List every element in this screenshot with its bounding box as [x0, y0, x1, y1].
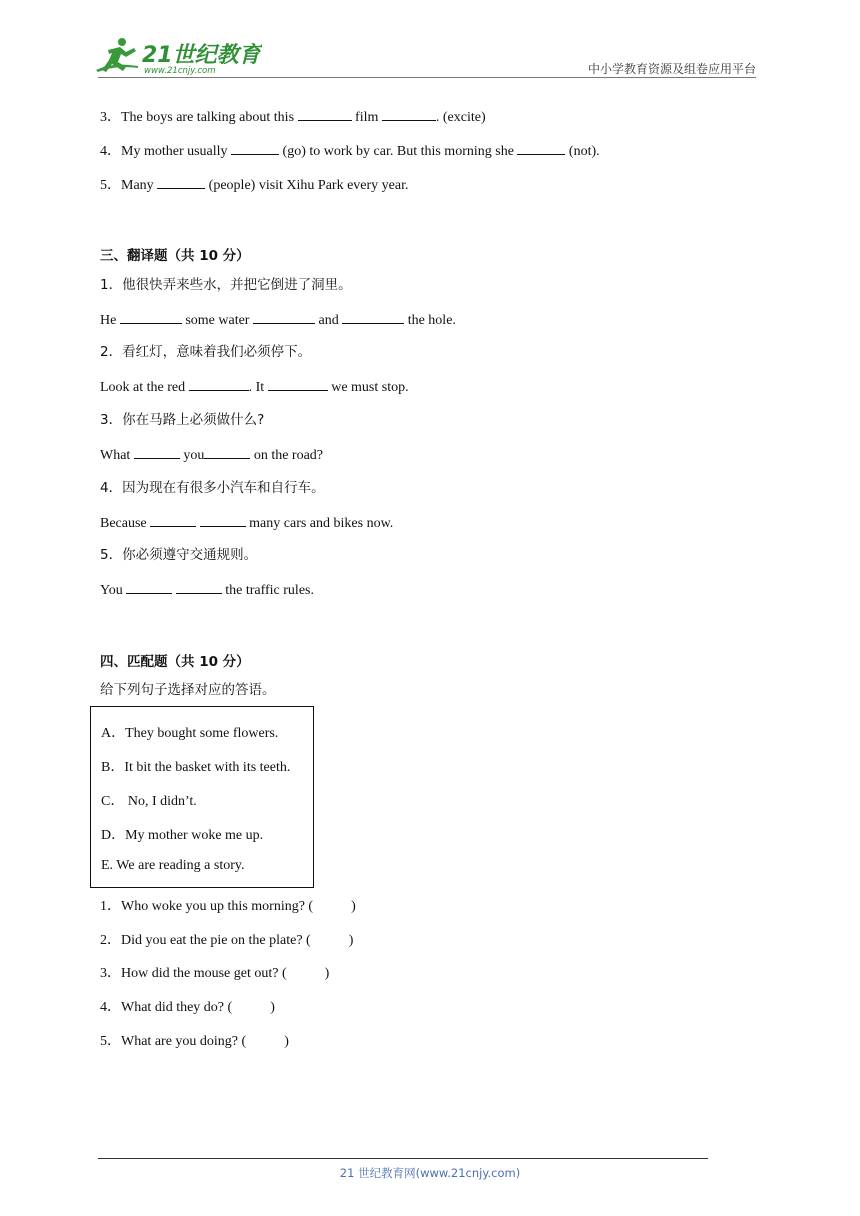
logo-text: 21世纪教育	[142, 43, 261, 68]
answer-blank[interactable]	[298, 107, 352, 121]
match-question: 3．How did the mouse get out? ( )	[100, 966, 330, 981]
answer-blank[interactable]	[126, 580, 172, 594]
platform-name: 中小学教育资源及组卷应用平台	[587, 62, 756, 76]
match-question: 1．Who woke you up this morning? ( )	[100, 899, 356, 914]
answer-blank[interactable]	[382, 107, 436, 121]
footer-link[interactable]: 21 世纪教育网(www.21cnjy.com)	[339, 1166, 521, 1180]
translation-line: He some water and the hole.	[100, 310, 456, 330]
logo-url: www.21cnjy.com	[144, 66, 216, 76]
instruction-text: 给下列句子选择对应的答语。	[100, 682, 276, 698]
question-chinese: 2．看红灯，意味着我们必须停下。	[100, 344, 312, 360]
option-item: D．My mother woke me up.	[101, 828, 264, 843]
section-heading: 四、匹配题（共 10 分）	[100, 654, 250, 670]
header-divider	[98, 77, 756, 78]
answer-blank[interactable]	[189, 377, 249, 391]
answer-blank[interactable]	[204, 445, 250, 459]
question-chinese: 3．你在马路上必须做什么?	[100, 412, 265, 428]
answer-blank[interactable]	[120, 310, 182, 324]
question-chinese: 1．他很快弄来些水，并把它倒进了洞里。	[100, 277, 352, 293]
match-question: 2．Did you eat the pie on the plate? ( )	[100, 933, 354, 948]
answer-blank[interactable]	[134, 445, 180, 459]
runner-logo-icon	[92, 36, 262, 78]
option-item: A．They bought some flowers.	[101, 726, 279, 741]
question-chinese: 5．你必须遵守交通规则。	[100, 547, 258, 563]
option-item: C． No, I didn’t.	[101, 794, 197, 809]
match-question: 4．What did they do? ( )	[100, 1000, 275, 1015]
question-line: 4．My mother usually (go) to work by car. But this morning she (not).	[100, 141, 600, 161]
translation-line: You the traffic rules.	[100, 580, 314, 600]
options-box	[90, 706, 314, 888]
match-question: 5．What are you doing? ( )	[100, 1034, 289, 1049]
answer-blank[interactable]	[150, 513, 196, 527]
section-heading: 三、翻译题（共 10 分）	[100, 248, 250, 264]
site-logo	[92, 36, 262, 78]
question-line: 3．The boys are talking about this film . (excite)	[100, 107, 486, 127]
footer-divider	[98, 1158, 708, 1159]
translation-line: What you on the road?	[100, 445, 323, 465]
answer-blank[interactable]	[268, 377, 328, 391]
answer-blank[interactable]	[253, 310, 315, 324]
answer-blank[interactable]	[342, 310, 404, 324]
answer-blank[interactable]	[200, 513, 246, 527]
answer-blank[interactable]	[157, 175, 205, 189]
option-item: E. We are reading a story.	[101, 858, 245, 873]
answer-blank[interactable]	[176, 580, 222, 594]
answer-blank[interactable]	[517, 141, 565, 155]
translation-line: Look at the red . It we must stop.	[100, 377, 409, 397]
question-line: 5．Many (people) visit Xihu Park every year.	[100, 175, 409, 195]
answer-blank[interactable]	[231, 141, 279, 155]
translation-line: Because many cars and bikes now.	[100, 513, 393, 533]
option-item: B．It bit the basket with its teeth.	[101, 760, 291, 775]
question-chinese: 4．因为现在有很多小汽车和自行车。	[100, 480, 325, 496]
